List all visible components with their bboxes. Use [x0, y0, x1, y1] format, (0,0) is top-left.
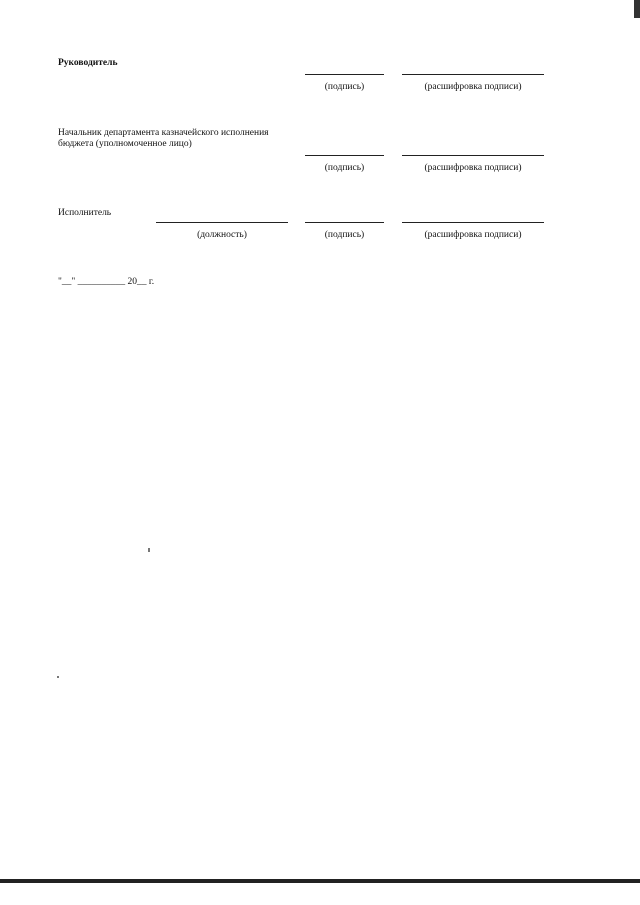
head-title: Руководитель [58, 58, 118, 68]
date-year-suffix: г. [148, 277, 155, 287]
head-decode-line [402, 74, 544, 75]
executor-position-caption: (должность) [197, 230, 247, 240]
date-year-blank: __ [137, 277, 147, 287]
date-year-prefix: 20 [127, 277, 138, 287]
date-day-blank: __ [61, 277, 72, 287]
scan-speck [148, 548, 150, 552]
treasury-signature-line [305, 155, 384, 156]
executor-position-line [156, 222, 288, 223]
date-close-quote: " [71, 277, 76, 287]
treasury-title-line2: бюджета (уполномоченное лицо) [58, 139, 192, 149]
executor-title: Исполнитель [58, 208, 112, 218]
scan-edge-mark [634, 0, 640, 18]
head-signature-line [305, 74, 384, 75]
head-signature-caption: (подпись) [324, 82, 365, 92]
treasury-signature-caption: (подпись) [324, 163, 365, 173]
date-line [58, 277, 154, 288]
treasury-decode-line [402, 155, 544, 156]
scan-speck [57, 676, 59, 678]
executor-signature-caption: (подпись) [324, 230, 365, 240]
executor-decode-caption: (расшифровка подписи) [424, 230, 522, 240]
executor-signature-line [305, 222, 384, 223]
executor-decode-line [402, 222, 544, 223]
date-open-quote: " [58, 277, 62, 287]
treasury-title-line1: Начальник департамента казначейского исполнения [58, 128, 269, 138]
treasury-decode-caption: (расшифровка подписи) [424, 163, 522, 173]
date-month-blank: __________ [77, 277, 126, 287]
scan-bottom-edge [0, 879, 640, 883]
head-decode-caption: (расшифровка подписи) [424, 82, 522, 92]
